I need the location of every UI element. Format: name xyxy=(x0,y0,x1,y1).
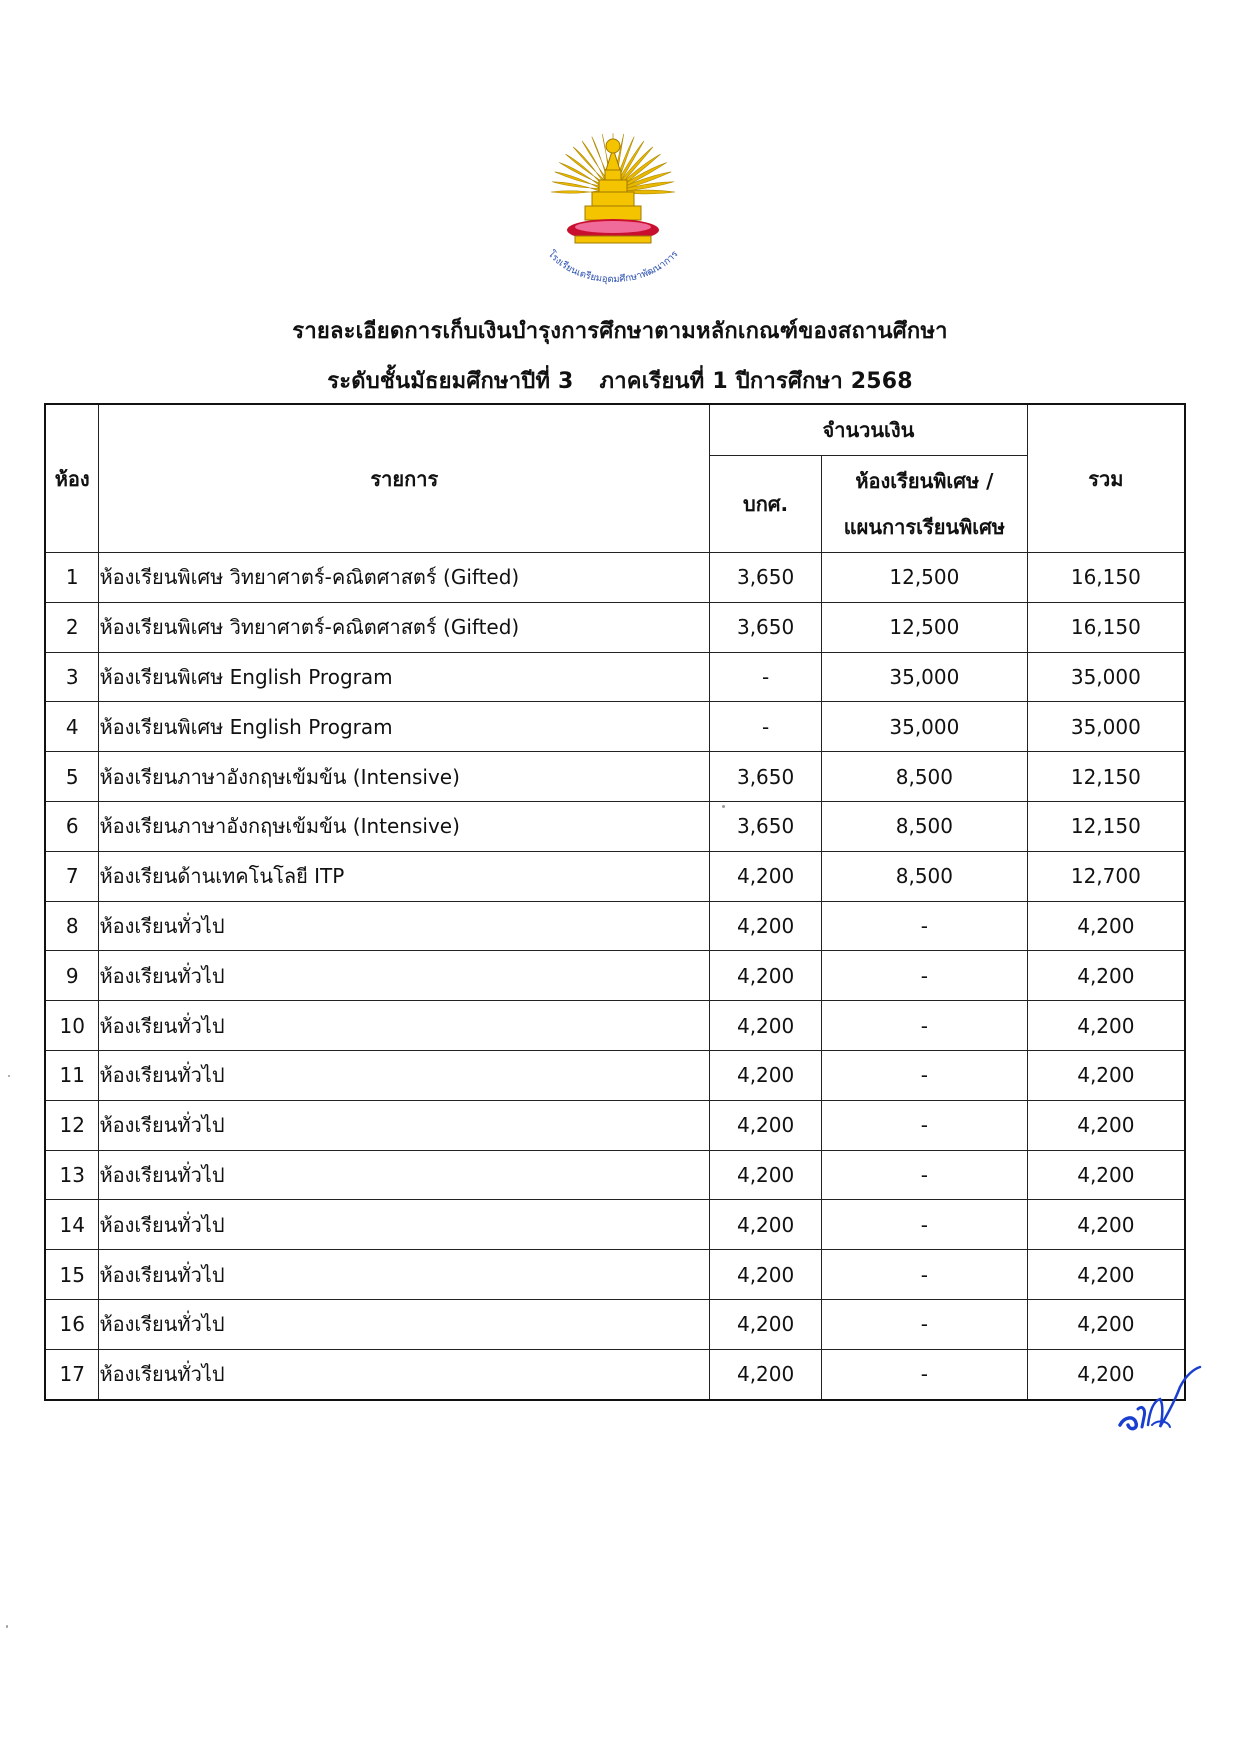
crest-motto: โรงเรียนเตรียมอุดมศึกษาพัฒนาการ xyxy=(545,248,681,286)
table-row xyxy=(45,1100,1185,1150)
table-row xyxy=(45,1150,1185,1200)
table-row xyxy=(45,1050,1185,1100)
header-special xyxy=(822,456,1028,553)
row-bks-amount: 3,650 xyxy=(710,553,822,603)
row-item: ห้องเรียนทั่วไป xyxy=(99,1001,710,1051)
row-item: ห้องเรียนทั่วไป xyxy=(99,1050,710,1100)
row-special-amount: - xyxy=(822,1349,1028,1399)
row-number: 4 xyxy=(45,702,99,752)
table-row xyxy=(45,752,1185,802)
table-row xyxy=(45,951,1185,1001)
table-row xyxy=(45,652,1185,702)
row-bks-amount: 4,200 xyxy=(710,1150,822,1200)
header-special-line2: แผนการเรียนพิเศษ xyxy=(843,515,1005,539)
table-row xyxy=(45,1001,1185,1051)
row-item: ห้องเรียนด้านเทคโนโลยี ITP xyxy=(99,851,710,901)
row-item: ห้องเรียนทั่วไป xyxy=(99,1150,710,1200)
subtitle-term: ภาคเรียนที่ 1 ปีการศึกษา 2568 xyxy=(599,369,913,394)
row-bks-amount: 4,200 xyxy=(710,901,822,951)
handwritten-signature xyxy=(1108,1365,1208,1445)
row-special-amount: - xyxy=(822,1150,1028,1200)
row-bks-amount: 3,650 xyxy=(710,602,822,652)
row-total-amount: 4,200 xyxy=(1027,1250,1185,1300)
subtitle-level: ระดับชั้นมัธยมศึกษาปีที่ 3 xyxy=(327,369,574,394)
row-total-amount: 4,200 xyxy=(1027,1349,1185,1399)
row-number: 13 xyxy=(45,1150,99,1200)
row-total-amount: 12,700 xyxy=(1027,851,1185,901)
row-total-amount: 12,150 xyxy=(1027,752,1185,802)
row-bks-amount: - xyxy=(710,702,822,752)
row-number: 10 xyxy=(45,1001,99,1051)
table-row xyxy=(45,1299,1185,1349)
row-number: 8 xyxy=(45,901,99,951)
row-item: ห้องเรียนภาษาอังกฤษเข้มข้น (Intensive) xyxy=(99,801,710,851)
row-bks-amount: - xyxy=(710,652,822,702)
row-item: ห้องเรียนทั่วไป xyxy=(99,1100,710,1150)
row-item: ห้องเรียนภาษาอังกฤษเข้มข้น (Intensive) xyxy=(99,752,710,802)
header-item: รายการ xyxy=(99,404,710,553)
row-total-amount: 4,200 xyxy=(1027,1100,1185,1150)
row-bks-amount: 4,200 xyxy=(710,1299,822,1349)
row-bks-amount: 4,200 xyxy=(710,1250,822,1300)
header-total: รวม xyxy=(1027,404,1185,553)
row-number: 15 xyxy=(45,1250,99,1300)
fee-table xyxy=(44,403,1186,1401)
table-row xyxy=(45,602,1185,652)
row-total-amount: 4,200 xyxy=(1027,1150,1185,1200)
header-special-line1: ห้องเรียนพิเศษ / xyxy=(855,469,994,493)
row-special-amount: - xyxy=(822,1100,1028,1150)
row-number: 5 xyxy=(45,752,99,802)
row-bks-amount: 4,200 xyxy=(710,1100,822,1150)
table-row xyxy=(45,801,1185,851)
table-row xyxy=(45,851,1185,901)
row-special-amount: 35,000 xyxy=(822,652,1028,702)
row-item: ห้องเรียนพิเศษ English Program xyxy=(99,702,710,752)
row-special-amount: 8,500 xyxy=(822,752,1028,802)
row-bks-amount: 4,200 xyxy=(710,851,822,901)
row-total-amount: 35,000 xyxy=(1027,652,1185,702)
row-special-amount: 35,000 xyxy=(822,702,1028,752)
row-number: 6 xyxy=(45,801,99,851)
row-bks-amount: 3,650 xyxy=(710,801,822,851)
scan-speck xyxy=(6,1625,8,1628)
row-number: 1 xyxy=(45,553,99,603)
row-bks-amount: 4,200 xyxy=(710,1001,822,1051)
row-special-amount: - xyxy=(822,1200,1028,1250)
row-item: ห้องเรียนทั่วไป xyxy=(99,901,710,951)
row-item: ห้องเรียนทั่วไป xyxy=(99,1200,710,1250)
row-total-amount: 4,200 xyxy=(1027,1001,1185,1051)
row-number: 11 xyxy=(45,1050,99,1100)
table-row xyxy=(45,553,1185,603)
row-total-amount: 4,200 xyxy=(1027,1299,1185,1349)
row-special-amount: 8,500 xyxy=(822,801,1028,851)
row-bks-amount: 4,200 xyxy=(710,1050,822,1100)
table-row xyxy=(45,1250,1185,1300)
row-total-amount: 16,150 xyxy=(1027,602,1185,652)
row-special-amount: 8,500 xyxy=(822,851,1028,901)
table-row xyxy=(45,1200,1185,1250)
row-total-amount: 4,200 xyxy=(1027,1200,1185,1250)
row-bks-amount: 4,200 xyxy=(710,1200,822,1250)
row-number: 12 xyxy=(45,1100,99,1150)
row-special-amount: - xyxy=(822,901,1028,951)
table-row xyxy=(45,1349,1185,1399)
row-special-amount: - xyxy=(822,951,1028,1001)
row-total-amount: 35,000 xyxy=(1027,702,1185,752)
row-special-amount: - xyxy=(822,1050,1028,1100)
row-bks-amount: 3,650 xyxy=(710,752,822,802)
scan-speck xyxy=(8,1075,10,1077)
row-item: ห้องเรียนพิเศษ วิทยาศาตร์-คณิตศาสตร์ (Gifted) xyxy=(99,602,710,652)
row-item: ห้องเรียนพิเศษ English Program xyxy=(99,652,710,702)
row-special-amount: - xyxy=(822,1001,1028,1051)
row-bks-amount: 4,200 xyxy=(710,951,822,1001)
row-item: ห้องเรียนทั่วไป xyxy=(99,951,710,1001)
row-number: 17 xyxy=(45,1349,99,1399)
scan-speck xyxy=(722,805,725,808)
row-number: 9 xyxy=(45,951,99,1001)
row-item: ห้องเรียนทั่วไป xyxy=(99,1250,710,1300)
row-special-amount: 12,500 xyxy=(822,602,1028,652)
school-crest-logo xyxy=(528,130,698,295)
crest-ray xyxy=(552,182,600,191)
row-number: 14 xyxy=(45,1200,99,1250)
row-number: 3 xyxy=(45,652,99,702)
row-total-amount: 16,150 xyxy=(1027,553,1185,603)
header-room: ห้อง xyxy=(45,404,99,553)
row-item: ห้องเรียนพิเศษ วิทยาศาตร์-คณิตศาสตร์ (Gifted) xyxy=(99,553,710,603)
row-special-amount: 12,500 xyxy=(822,553,1028,603)
table-row xyxy=(45,702,1185,752)
row-item: ห้องเรียนทั่วไป xyxy=(99,1299,710,1349)
header-amount: จำนวนเงิน xyxy=(710,404,1028,456)
row-number: 16 xyxy=(45,1299,99,1349)
row-total-amount: 4,200 xyxy=(1027,1050,1185,1100)
document-subtitle xyxy=(0,363,1240,398)
document-title: รายละเอียดการเก็บเงินบำรุงการศึกษาตามหลักเกณฑ์ของสถานศึกษา xyxy=(292,319,948,344)
row-total-amount: 4,200 xyxy=(1027,951,1185,1001)
table-row xyxy=(45,901,1185,951)
row-item: ห้องเรียนทั่วไป xyxy=(99,1349,710,1399)
row-total-amount: 4,200 xyxy=(1027,901,1185,951)
row-number: 7 xyxy=(45,851,99,901)
header-bks: บกศ. xyxy=(710,456,822,553)
row-special-amount: - xyxy=(822,1250,1028,1300)
row-special-amount: - xyxy=(822,1299,1028,1349)
row-total-amount: 12,150 xyxy=(1027,801,1185,851)
row-bks-amount: 4,200 xyxy=(710,1349,822,1399)
row-number: 2 xyxy=(45,602,99,652)
